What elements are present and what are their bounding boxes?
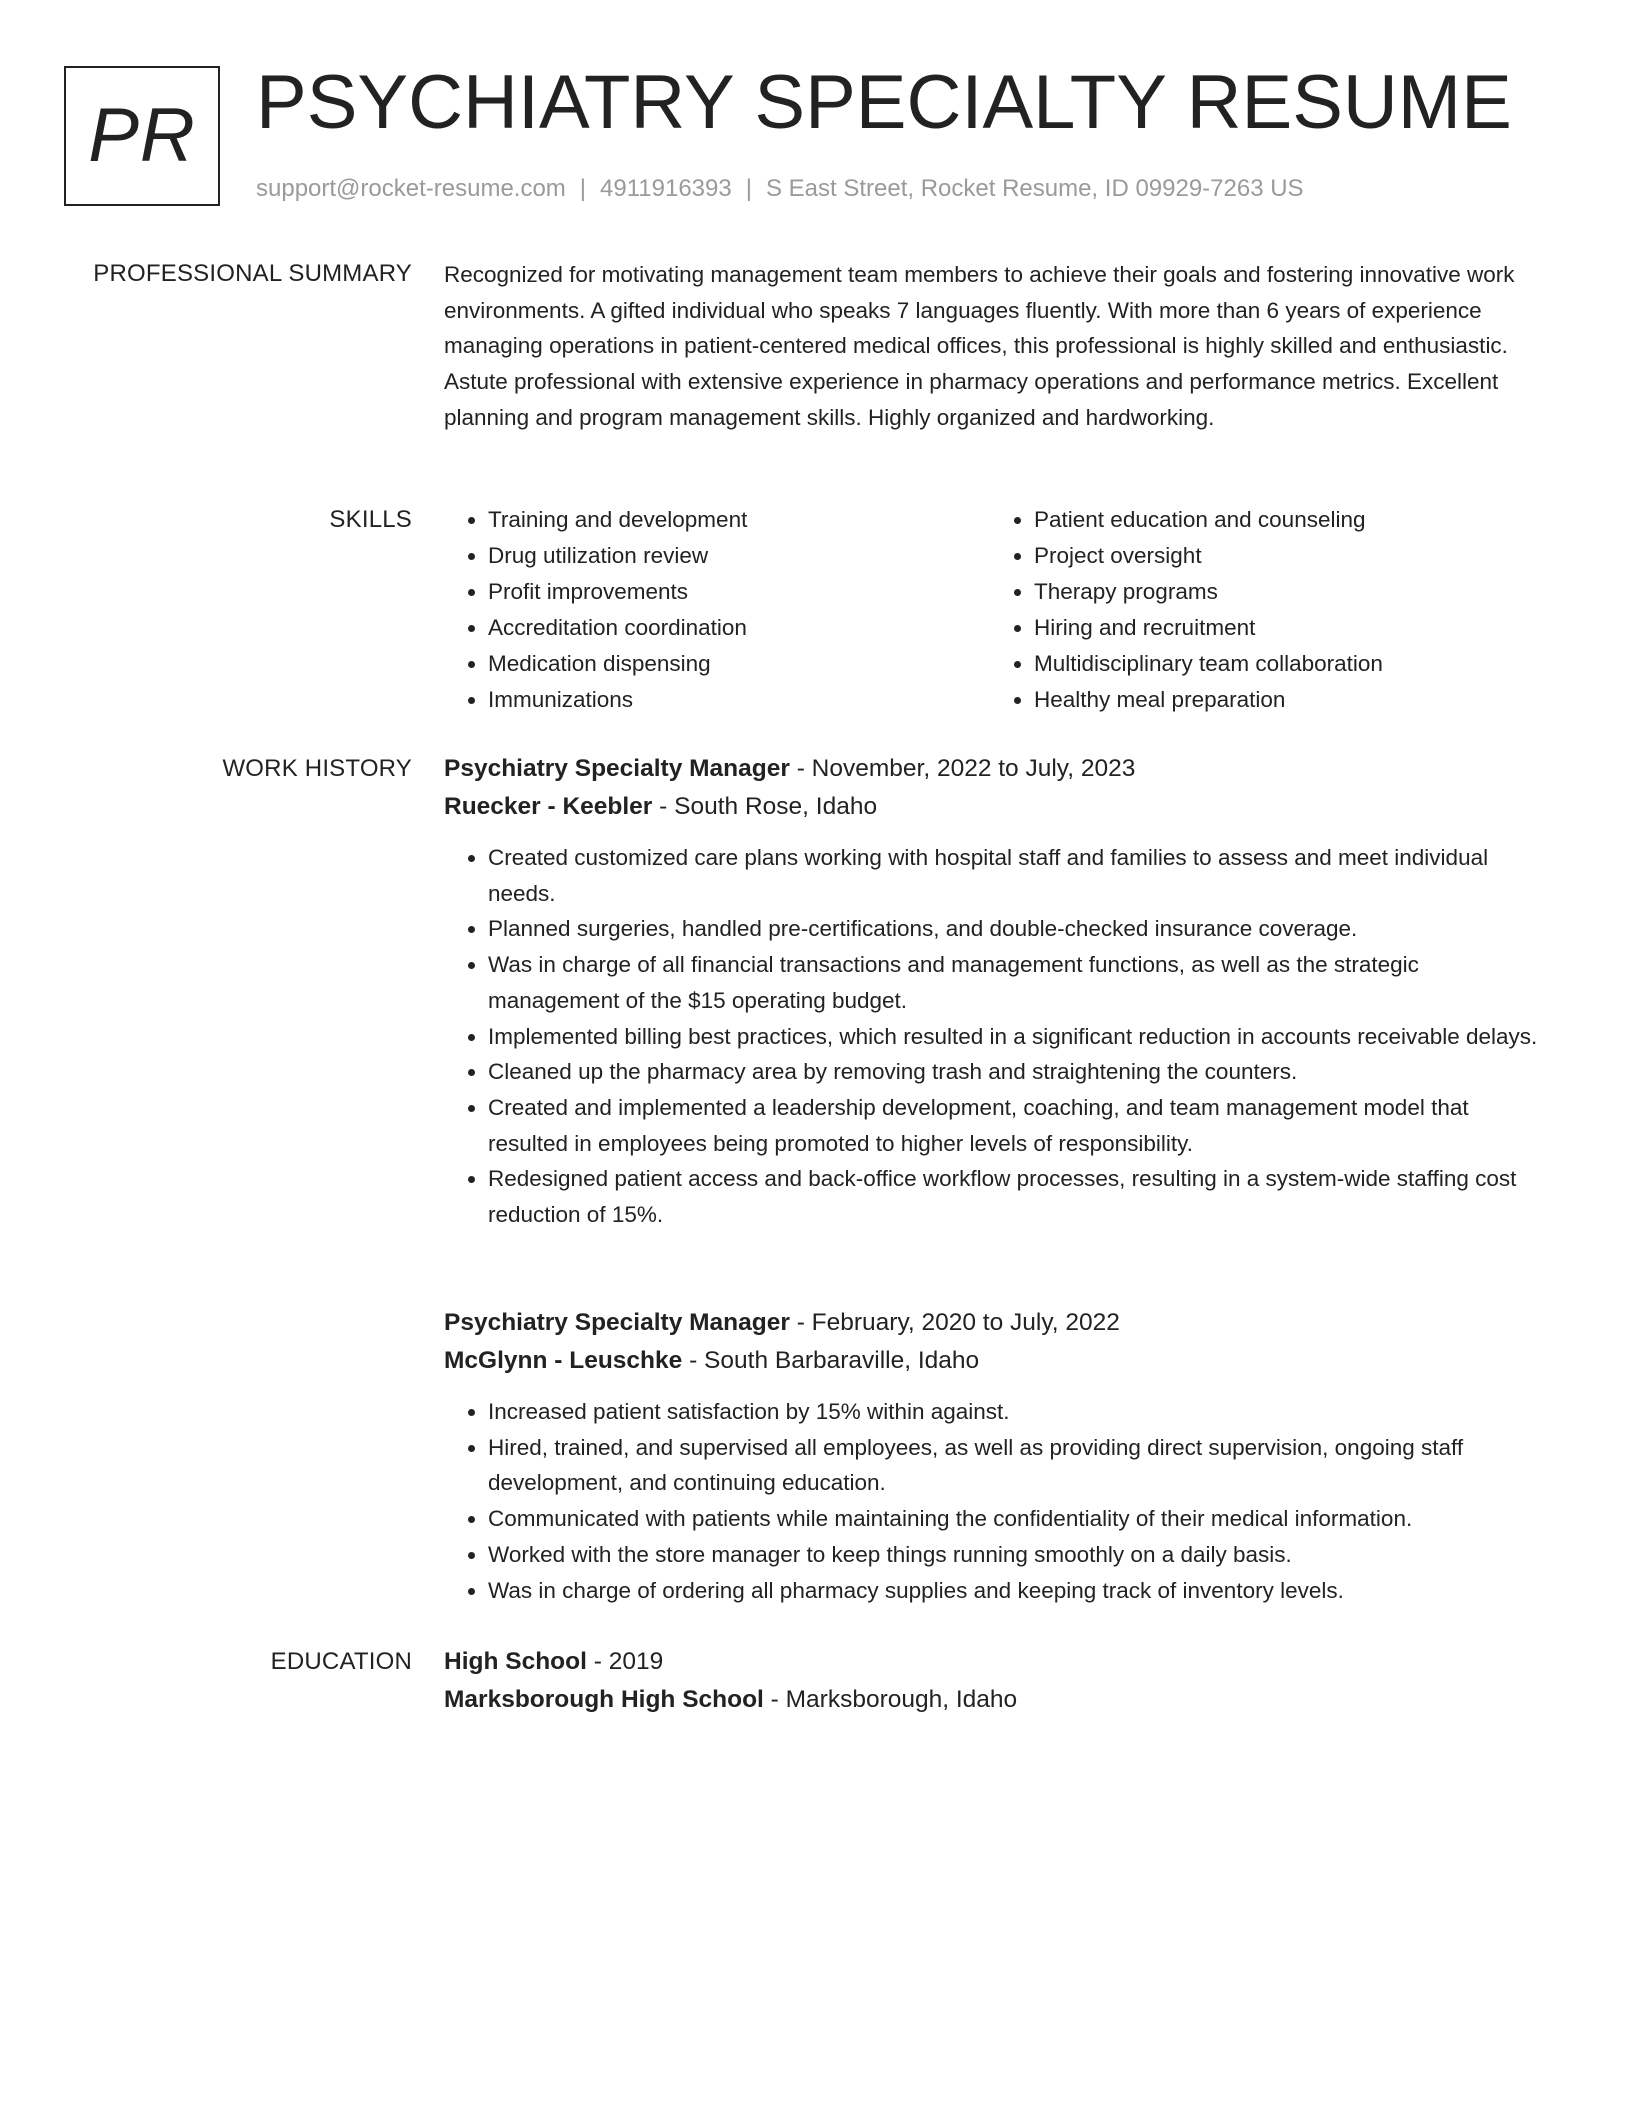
skill-item: • Profit improvements [488, 574, 990, 610]
job-bullet: • Cleaned up the pharmacy area by removing trash and straightening the counters. [488, 1054, 1554, 1090]
job-bullet: • Was in charge of ordering all pharmacy supplies and keeping track of inventory levels. [488, 1573, 1554, 1609]
job-bullet: • Redesigned patient access and back-office workflow processes, resulting in a system-wide staffing cost reduction of 15%. [488, 1161, 1554, 1232]
skill-item: • Immunizations [488, 682, 990, 718]
skill-item: • Patient education and counseling [1034, 502, 1554, 538]
contact-address: S East Street, Rocket Resume, ID 09929-7263 US [765, 175, 1304, 202]
job-bullet: • Hired, trained, and supervised all employees, as well as providing direct supervision, ongoing staff development, and continuing education. [488, 1430, 1554, 1501]
skill-item: • Healthy meal preparation [1034, 682, 1554, 718]
summary-text: Recognized for motivating management team members to achieve their goals and fostering innovative work environments. A gifted individual who speaks 7 languages fluently. With more than 6 years of experience managing operations in patient-centered medical offices, this professional is highly skilled and enthusiastic. Astute professional with extensive experience in pharmacy operations and performance metrics. Excellent planning and program management skills. Highly organized and hardworking. [444, 262, 1515, 430]
job-location: - South Barbaraville, Idaho [682, 1347, 980, 1374]
job-bullets [444, 840, 1554, 1233]
summary-section [444, 257, 1554, 436]
contact-phone: 4911916393 [600, 175, 732, 202]
skills-section [444, 502, 1554, 718]
contact-line [256, 174, 1304, 204]
skills-list-left [444, 502, 990, 718]
section-label-education: EDUCATION [270, 1648, 412, 1675]
contact-email: support@rocket-resume.com [256, 175, 566, 202]
skill-item: • Project oversight [1034, 538, 1554, 574]
job-title: Psychiatry Specialty Manager [444, 755, 790, 782]
contact-separator: | [745, 175, 752, 202]
education-location: - Marksborough, Idaho [763, 1686, 1018, 1713]
section-label-work-history: WORK HISTORY [222, 755, 412, 782]
job-dates: - February, 2020 to July, 2022 [789, 1309, 1120, 1336]
education-entry [444, 1643, 1554, 1719]
skills-list-right [990, 502, 1554, 718]
contact-separator: | [579, 175, 587, 202]
skill-item: • Accreditation coordination [488, 610, 990, 646]
education-school-line [444, 1681, 1554, 1719]
job-title-line [444, 750, 1554, 788]
monogram-box [64, 66, 220, 206]
section-label-skills: SKILLS [329, 506, 412, 533]
skill-item: • Hiring and recruitment [1034, 610, 1554, 646]
education-degree-line [444, 1643, 1554, 1681]
job-bullet: • Increased patient satisfaction by 15% within against. [488, 1394, 1554, 1430]
skill-item: • Training and development [488, 502, 990, 538]
skill-item: • Drug utilization review [488, 538, 990, 574]
education-school: Marksborough High School [444, 1686, 764, 1713]
skill-item: • Medication dispensing [488, 646, 990, 682]
job-title-line [444, 1304, 1554, 1342]
job-entry [444, 750, 1554, 1233]
job-title: Psychiatry Specialty Manager [444, 1309, 790, 1336]
education-year: - 2019 [586, 1648, 664, 1675]
section-label-summary: PROFESSIONAL SUMMARY [93, 260, 412, 287]
job-bullets [444, 1394, 1554, 1608]
skill-item: • Multidisciplinary team collaboration [1034, 646, 1554, 682]
job-location: - South Rose, Idaho [652, 793, 878, 820]
job-bullet: • Worked with the store manager to keep things running smoothly on a daily basis. [488, 1537, 1554, 1573]
job-bullet: • Communicated with patients while maintaining the confidentiality of their medical information. [488, 1501, 1554, 1537]
job-company-line [444, 1342, 1554, 1380]
job-bullet: • Created and implemented a leadership development, coaching, and team management model that resulted in employees being promoted to higher levels of responsibility. [488, 1090, 1554, 1161]
job-entry [444, 1304, 1554, 1608]
job-bullet: • Created customized care plans working with hospital staff and families to assess and meet individual needs. [488, 840, 1554, 911]
job-dates: - November, 2022 to July, 2023 [789, 755, 1136, 782]
resume-title: PSYCHIATRY SPECIALTY RESUME [256, 60, 1512, 145]
monogram-initials: PR [88, 93, 196, 178]
education-degree: High School [444, 1648, 587, 1675]
job-company: Ruecker - Keebler [444, 793, 653, 820]
job-bullet: • Planned surgeries, handled pre-certifications, and double-checked insurance coverage. [488, 911, 1554, 947]
job-bullet: • Implemented billing best practices, which resulted in a significant reduction in accounts receivable delays. [488, 1019, 1554, 1055]
job-company: McGlynn - Leuschke [444, 1347, 683, 1374]
skill-item: • Therapy programs [1034, 574, 1554, 610]
job-company-line [444, 788, 1554, 826]
job-bullet: • Was in charge of all financial transactions and management functions, as well as the strategic management of the $15 operating budget. [488, 947, 1554, 1018]
